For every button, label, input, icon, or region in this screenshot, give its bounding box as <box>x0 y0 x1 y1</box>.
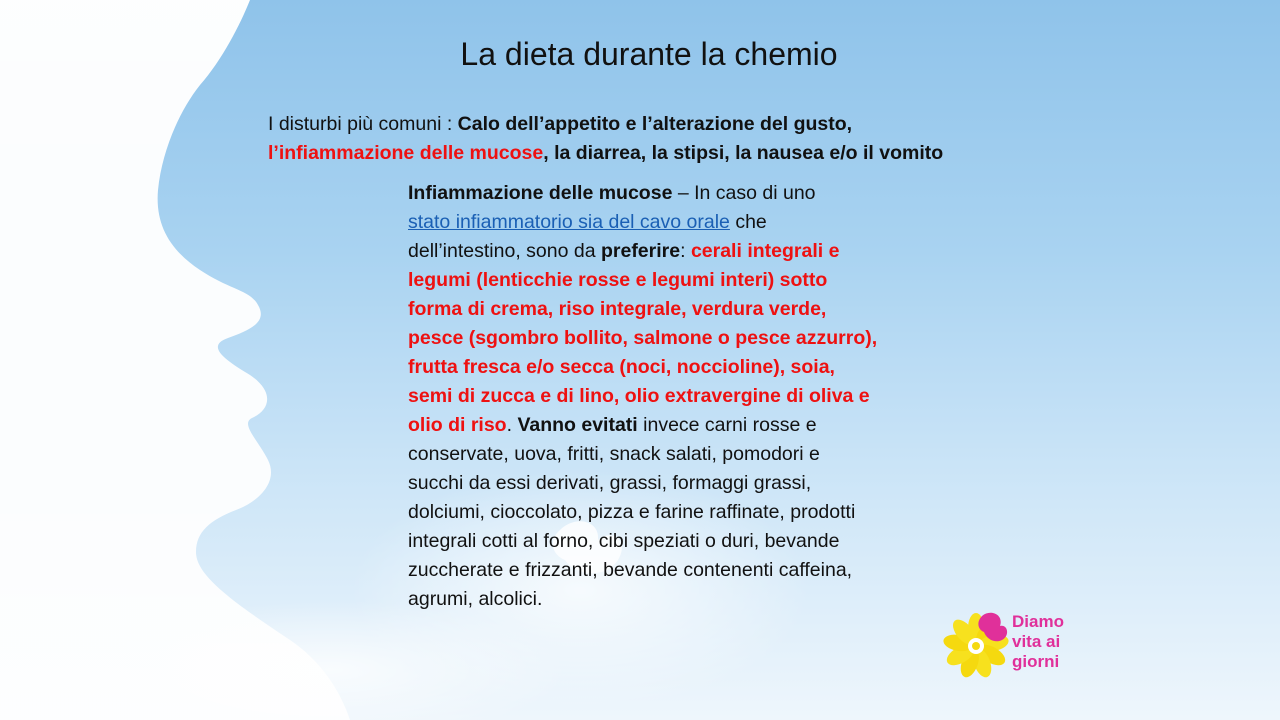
colon-text: : <box>680 240 691 262</box>
preferire-label: preferire <box>600 240 681 262</box>
mucose-paragraph <box>408 179 878 614</box>
logo-line-3: giorni <box>1012 652 1060 671</box>
intro-bold-disorders: Calo dell’appetito e l’alterazione del gusto, <box>457 113 853 135</box>
intro-bold-disorders-continued: , la diarrea, la stipsi, la nausea e/o il vomito <box>543 142 944 164</box>
after-link-text: che dell’intestino, sono da <box>408 211 767 262</box>
intro-highlight-mucose: l’infiammazione delle mucose <box>268 142 544 164</box>
intro-paragraph <box>268 110 1028 168</box>
logo-line-2: vita ai <box>1012 632 1061 651</box>
flower-icon <box>942 610 1010 678</box>
logo-line-1: Diamo <box>1012 612 1064 631</box>
slide-title: La dieta durante la chemio <box>460 36 838 72</box>
preferred-foods-list: cerali integrali e legumi (lenticchie rosse e legumi interi) sotto forma di crema, riso integrale, verdura verde, pesce (sgombro bollito, salmone o pesce azzurro), frutta fresca e/o secca (noci, noccioline), soia, semi di zucca e di lino, olio extravergine di oliva e olio di riso <box>408 240 878 436</box>
diamo-vita-logo <box>942 610 1092 680</box>
mucose-heading: Infiammazione delle mucose <box>408 182 673 204</box>
oral-cavity-link[interactable]: stato infiammatorio sia del cavo orale <box>408 211 730 233</box>
avoid-label: Vanno evitati <box>517 414 638 436</box>
logo-text <box>1012 612 1102 672</box>
period-text: . <box>506 414 518 436</box>
mucose-dash-text: – In caso di uno <box>672 182 816 204</box>
avoided-foods-list: invece carni rosse e conservate, uova, fritti, snack salati, pomodori e succhi da essi derivati, grassi, formaggi grassi, dolciumi, cioccolato, pizza e farine raffinate, prodotti integrali cotti al forno, cibi speziati o duri, bevande zuccherate e frizzanti, bevande contenenti caffeina, agrumi, alcolici. <box>408 414 856 610</box>
intro-prefix: I disturbi più comuni : <box>268 113 458 135</box>
